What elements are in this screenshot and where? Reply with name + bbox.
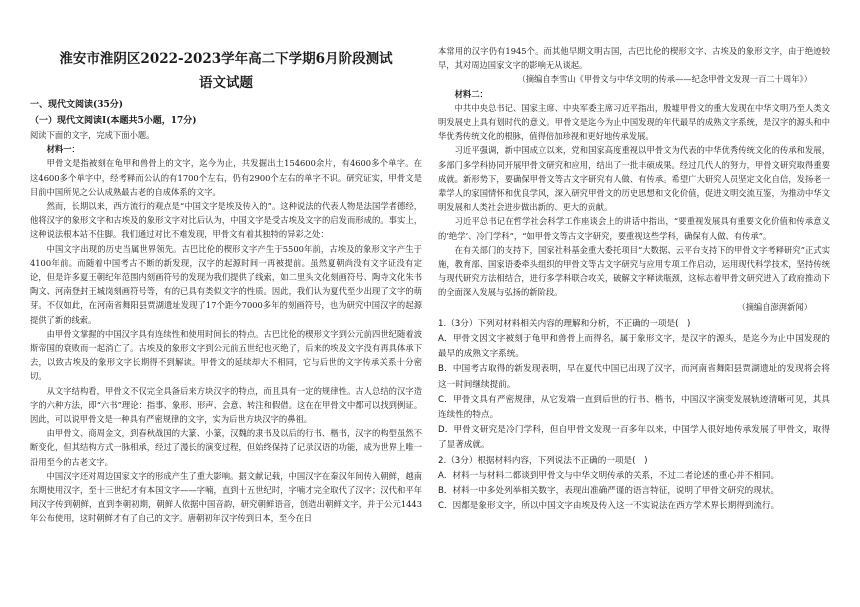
question-2-option-b: B．材料一中多处列举相关数字，表现出准确严谨的语言特征，说明了甲骨文研究的现状。: [438, 486, 780, 497]
section-heading: 一、现代文阅读(35分): [30, 100, 124, 110]
right-column: [438, 44, 830, 515]
question-1-option-a: A．甲骨文因文字被刻于龟甲和兽骨上而得名，属于象形文字，是汉字的源头，是迄今为止中国发现的最早的成熟文字系统。: [438, 334, 830, 360]
question-1-option-b: B．中国考古取得的新发现表明，早在夏代中国已出现了汉字，而河南省舞阳县贾湖遗址的发现将会将这一时间继续提前。: [438, 364, 830, 390]
material-1-paragraph: 由甲骨文、商周金文，到春秋战国的大篆、小篆，汉魏的隶书及以后的行书、楷书，汉字的构型虽然不断变化，但其结构方式一脉相承，经过了漫长的演变过程，但始终保持了记录汉语的功能，成为世界上唯一沿用至今的古老文字。: [30, 428, 422, 467]
material-1-paragraph: 由甲骨文掌握的中国汉字具有连续性和使用时间长的特点。古巴比伦的楔形文字到公元前四世纪随着波斯帝国的衰败而一起消亡了。古埃及的象形文字到公元前五世纪也灭绝了，后来的埃及文字没有再具体承下去，以致古埃及的象形文字长期得不到解读。甲骨文的延续却大不相同，它与后世的文字传承关系十分密切。: [30, 328, 422, 382]
question-2-option-c: C．因都是象形文字，所以中国文字由埃及传入这一不实说法在西方学术界长期得到流行。: [438, 501, 780, 512]
material-1-source: （摘编自李雪山《甲骨文与中华文明的传承——纪念甲骨文发现一百二十周年》）: [517, 74, 812, 85]
material-2-source: （摘编自澎湃新闻）: [737, 301, 812, 312]
exam-title: 淮安市淮阴区2022-2023学年高二下学期6月阶段测试: [59, 51, 393, 67]
subsection-heading: （一）现代文阅读I(本题共5小题，17分): [30, 116, 197, 126]
material-1-paragraph: 中国文字出现的历史当属世界领先。古巴比伦的楔形文字产生于5500年前，古埃及的象形文字产生于4100年前。而随着中国考古不断的新发现，汉字的起源时间一再被提前。虽然夏朝尚没有文字证没有定论，但是许多夏王朝纪年范围内刻画符号的发现为我们提供了线索，如二里头文化刻画符号、陶寺文化朱书陶文、河南登封王城岗刻画符号等，有的已具有类似文字的性质。因此，我们认为夏代至少出现了文字的萌芽。不仅如此，在河南省舞阳县贾湖遗址发现了17个距今7000多年的刻画符号，也为研究中国汉字的起源提供了新的线索。: [30, 243, 422, 325]
material-2-paragraph: 习近平强调，新中国成立以来，党和国家高度重视以甲骨文为代表的中华优秀传统文化的传承和发展，多部门多学科协同开展甲骨文研究和应用，结出了一批丰硕成果。经过几代人的努力，甲骨文研究取得重要成就。新形势下，要确保甲骨文等古文字研究有人做、有传承。希望广大研究人员坚定文化自信，发扬老一辈学人的家国情怀和优良学风，深入研究甲骨文的历史思想和文化价值，促进文明交流互鉴，为推动中华文明发展和人类社会进步做出新的、更大的贡献。: [438, 145, 830, 213]
question-1: [438, 317, 830, 454]
question-1-option-d: D．甲骨文研究是冷门学科，但自甲骨文发现一百多年以来，中国学人很好地传承发展了甲骨文，取得了显著成就。: [438, 425, 830, 451]
material-1-paragraph: 然而，长期以来，西方流行的观点是“中国文字是埃及传入的”。这种说法的代表人物是法国学者德经，他将汉字的象形文字和古埃及的象形文字对比后认为，中国文字是受古埃及文字的启发而形成的。事实上，这种说法根本站不住脚。我们通过对比不难发现，甲骨文有着其独特的异彩之处：: [30, 201, 422, 240]
material-1-paragraph: 甲骨文是指被刻在龟甲和兽骨上的文字，迄今为止，共发掘出土154600余片，有4600多个单字。在这4600多个单字中，经考释而公认的有1700个左右，仍有2900个左右的单字不识。研究证实，甲骨文是目前中国所见之公认成熟最古老的自成体系的文字。: [30, 158, 422, 197]
question-1-stem: 1.（3分）下列对材料相关内容的理解和分析，不正确的一项是( ): [438, 318, 691, 329]
material-2-label: 材料二：: [454, 88, 488, 99]
material-1-label: 材料一：: [46, 144, 80, 155]
instruction-text: 阅读下面的文字，完成下面小题。: [30, 130, 155, 140]
material-1-paragraph: 中国汉字还对周边国家文字的形成产生了重大影响。据文献记载，中国汉字在秦汉年间传入朝鲜，越南东期使用汉字，至十三世纪才有本国文字——字喃，直到十五世纪时，字喃才完全取代了汉字；汉代和平年间汉字传到朝鲜，直到李朝初期，朝鲜人依据中国音韵，研究朝鲜语音，创造出朝鲜文字，并于公元1443年公布使用，这时朝鲜才有了自己的文字。唐朝初年汉字传到日本，至今在日: [30, 470, 422, 524]
material-2-paragraph: 习近平总书记在哲学社会科学工作座谈会上的讲话中指出，“要重视发展具有重要文化价值和传承意义的‘绝学’、冷门学科”，“如甲骨文等古文字研究，要重视这些学科，确保有人做、有传承”。: [438, 216, 830, 241]
question-2: [438, 454, 830, 515]
question-2-stem: 2.（3分）根据材料内容，下列说法不正确的一项是( ): [438, 455, 648, 466]
material-1-continuation: 本常用的汉字仍有1945个。而其他早期文明古国，古巴比伦的楔形文字、古埃及的象形文字，由于绝迹较早，其对周边国家文字的影响无从谈起。: [438, 46, 830, 71]
question-1-option-c: C．甲骨文具有严密规律，从它发端一直到后世的行书、楷书，中国汉字演变发展轨迹清晰可见，其具连续性的特点。: [438, 394, 830, 421]
material-2-paragraph: 中共中央总书记、国家主席、中央军委主席习近平指出，殷墟甲骨文的重大发现在中华文明乃至人类文明发展史上具有划时代的意义。甲骨文是迄今为止中国发现的年代最早的成熟文字系统，是汉字的源头和中华优秀传统文化的根脉，值得倍加珍视和更好地传承发展。: [438, 102, 830, 142]
material-1-paragraph: 从文字结构看，甲骨文不仅完全具备后来方块汉字的特点，而且具有一定的规律性。古人总结的汉字造字的六种方法，即“六书”理论：指事、象形、形声、会意、转注和假借。这在在甲骨文中都可以找到例证。因此，可以说甲骨文是一种具有严密规律的文字，实为后世方块汉字的鼻祖。: [30, 385, 422, 425]
question-2-option-a: A．材料一与材料二都谈到甲骨文与中华文明传承的关系，不过二者论述的重心并不相同。: [438, 470, 780, 481]
left-column: [30, 40, 422, 526]
exam-subtitle: 语文试题: [199, 75, 253, 91]
material-2-paragraph: 在有关部门的支持下，国家社科基金重大委托项目“大数据、云平台支持下的甲骨文字考释研究”正式实施，教育部、国家语委牵头组织的甲骨文等古文字研究与应用专项工作启动，运用现代科学技术，坚持传统与现代研究方法相结合，进行多学科联合攻关，破解文字释读瓶颈，这标志着甲骨文研究进入了政府推动下的全面深入发展与弘扬的新阶段。: [438, 244, 830, 298]
